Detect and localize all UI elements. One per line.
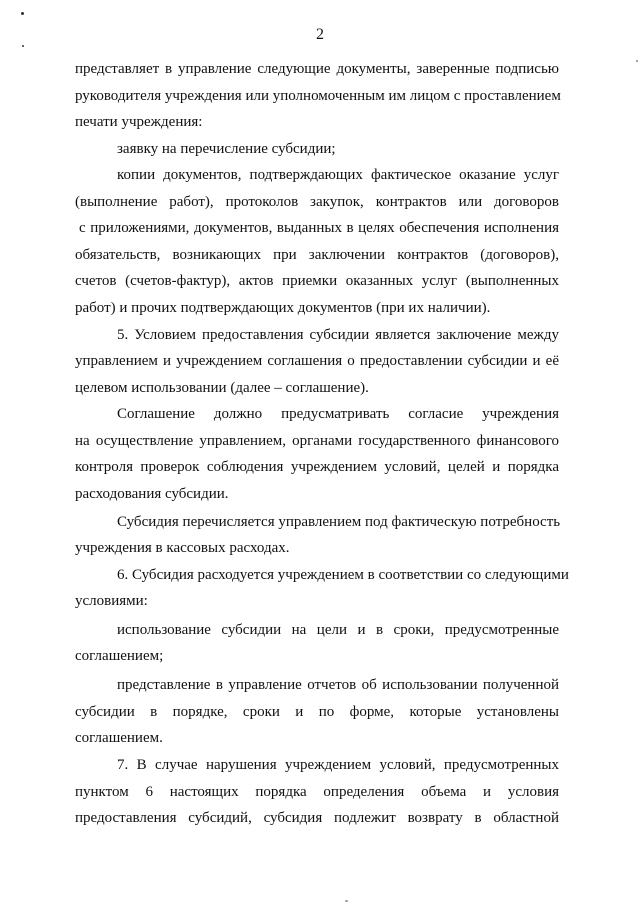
text-line: учреждения в кассовых расходах. — [75, 540, 290, 556]
text-line: целевом использовании (далее – соглашение). — [75, 380, 369, 396]
scan-speck — [22, 45, 24, 47]
text-line: Субсидия перечисляется управлением под фактическую потребность — [117, 514, 561, 530]
text-line: условиями: — [75, 593, 148, 609]
scan-speck — [345, 900, 348, 902]
text-line: предоставления субсидий, субсидия подлежит возврату в областной — [75, 810, 559, 826]
text-line: Соглашение должно предусматривать согласие учреждения — [117, 406, 559, 422]
text-line: с приложениями, документов, выданных в целях обеспечения исполнения — [79, 220, 559, 236]
text-line: заявку на перечисление субсидии; — [117, 141, 336, 157]
text-line: работ) и прочих подтверждающих документов (при их наличии). — [75, 300, 491, 316]
text-line: (выполнение работ), протоколов закупок, контрактов или договоров — [75, 194, 559, 210]
text-line: руководителя учреждения или уполномоченным им лицом с проставлением — [75, 88, 561, 104]
text-line: расходования субсидии. — [75, 486, 229, 502]
text-line: 5. Условием предоставления субсидии является заключение между — [117, 327, 559, 343]
text-line: копии документов, подтверждающих фактическое оказание услуг — [117, 167, 559, 183]
text-line: представление в управление отчетов об использовании полученной — [117, 677, 559, 693]
text-line: на осуществление управлением, органами государственного финансового — [75, 433, 559, 449]
text-line: соглашением. — [75, 730, 163, 746]
text-line: использование субсидии на цели и в сроки, предусмотренные — [117, 622, 559, 638]
text-line: пунктом 6 настоящих порядка определения объема и условия — [75, 784, 559, 800]
page-number: 2 — [316, 26, 324, 43]
text-line: управлением и учреждением соглашения о предоставлении субсидии и её — [75, 353, 559, 369]
text-line: обязательств, возникающих при заключении контрактов (договоров), — [75, 247, 559, 263]
text-line: контроля проверок соблюдения учреждением условий, целей и порядка — [75, 459, 559, 475]
text-line: представляет в управление следующие документы, заверенные подписью — [75, 61, 559, 77]
text-line: счетов (счетов-фактур), актов приемки оказанных услуг (выполненных — [75, 273, 559, 289]
text-line: соглашением; — [75, 648, 164, 664]
text-line: печати учреждения: — [75, 114, 203, 130]
scan-speck — [636, 60, 638, 62]
scan-speck — [21, 12, 24, 15]
text-line: субсидии в порядке, сроки и по форме, которые установлены — [75, 704, 559, 720]
text-line: 7. В случае нарушения учреждением условий, предусмотренных — [117, 757, 559, 773]
text-line: 6. Субсидия расходуется учреждением в соответствии со следующими — [117, 567, 569, 583]
